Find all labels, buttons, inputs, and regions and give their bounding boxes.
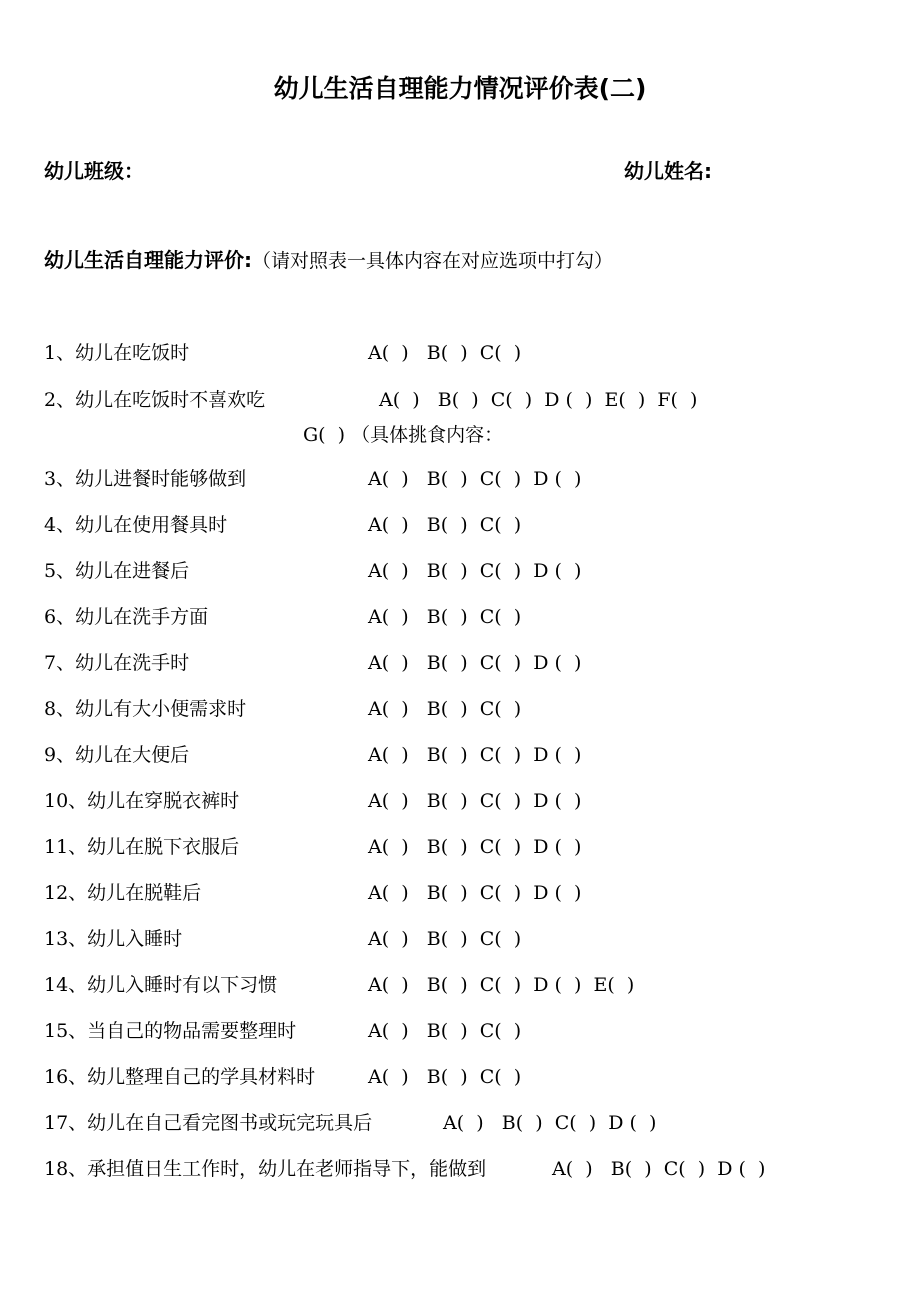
question-text: 8、幼儿有大小便需求时 — [44, 698, 247, 720]
question-row-18 — [44, 1154, 766, 1184]
question-text: 14、幼儿入睡时有以下习惯 — [44, 974, 278, 996]
question-row-16 — [44, 1062, 522, 1092]
answer-options[interactable]: A( ) B( ) C( ) D ( ) — [368, 652, 582, 674]
evaluation-heading: 幼儿生活自理能力评价: — [44, 248, 252, 272]
question-row-15 — [44, 1016, 522, 1046]
question-text: 5、幼儿在进餐后 — [44, 560, 190, 582]
answer-options[interactable]: A( ) B( ) C( ) — [368, 342, 522, 364]
question-text: 10、幼儿在穿脱衣裤时 — [44, 790, 240, 812]
answer-options[interactable]: A( ) B( ) C( ) D ( ) — [368, 836, 582, 858]
question-row-7 — [44, 648, 582, 678]
evaluation-note: （请对照表一具体内容在对应选项中打勾） — [252, 250, 614, 272]
question-row-14 — [44, 970, 635, 1000]
question-text: 4、幼儿在使用餐具时 — [44, 514, 228, 536]
evaluation-instructions — [44, 245, 613, 276]
answer-options[interactable]: A( ) B( ) C( ) D ( ) E( ) F( ) — [379, 389, 698, 411]
answer-options[interactable]: A( ) B( ) C( ) — [368, 698, 522, 720]
question-text: 7、幼儿在洗手时 — [44, 652, 190, 674]
answer-options[interactable]: A( ) B( ) C( ) D ( ) — [368, 882, 582, 904]
question-text: 1、幼儿在吃饭时 — [44, 342, 190, 364]
question-row-2 — [44, 385, 698, 415]
answer-options[interactable]: A( ) B( ) C( ) — [368, 1066, 522, 1088]
question-row-9 — [44, 740, 582, 770]
answer-options[interactable]: A( ) B( ) C( ) — [368, 1020, 522, 1042]
question-text: 9、幼儿在大便后 — [44, 744, 190, 766]
question-text: 3、幼儿进餐时能够做到 — [44, 468, 247, 490]
question-text: 12、幼儿在脱鞋后 — [44, 882, 202, 904]
answer-options[interactable]: A( ) B( ) C( ) — [368, 606, 522, 628]
question-row-4 — [44, 510, 522, 540]
question-row-17 — [44, 1108, 657, 1138]
question-row-12 — [44, 878, 582, 908]
page-title: 幼儿生活自理能力情况评价表(二) — [273, 74, 647, 103]
answer-options[interactable]: A( ) B( ) C( ) D ( ) E( ) — [368, 974, 635, 996]
question-text: 15、当自己的物品需要整理时 — [44, 1020, 297, 1042]
question-row-6 — [44, 602, 522, 632]
answer-options[interactable]: A( ) B( ) C( ) — [368, 928, 522, 950]
name-field-label: 幼儿姓名: — [624, 159, 712, 183]
question-row-5 — [44, 556, 582, 586]
answer-options-continuation[interactable]: G( ) （具体挑食内容： — [303, 424, 504, 446]
question-text: 16、幼儿整理自己的学具材料时 — [44, 1066, 316, 1088]
question-text: 18、承担值日生工作时，幼儿在老师指导下，能做到 — [44, 1158, 487, 1180]
question-text: 2、幼儿在吃饭时不喜欢吃 — [44, 389, 266, 411]
question-row-1 — [44, 338, 522, 368]
question-row-3 — [44, 464, 582, 494]
class-field-label: 幼儿班级： — [44, 159, 144, 183]
answer-options[interactable]: A( ) B( ) C( ) D ( ) — [368, 468, 582, 490]
question-text: 13、幼儿入睡时 — [44, 928, 183, 950]
answer-options[interactable]: A( ) B( ) C( ) D ( ) — [443, 1112, 657, 1134]
answer-options[interactable]: A( ) B( ) C( ) D ( ) — [552, 1158, 766, 1180]
question-text: 6、幼儿在洗手方面 — [44, 606, 209, 628]
answer-options[interactable]: A( ) B( ) C( ) D ( ) — [368, 744, 582, 766]
question-row-8 — [44, 694, 522, 724]
answer-options[interactable]: A( ) B( ) C( ) D ( ) — [368, 560, 582, 582]
question-text: 17、幼儿在自己看完图书或玩完玩具后 — [44, 1112, 373, 1134]
answer-options[interactable]: A( ) B( ) C( ) — [368, 514, 522, 536]
question-text: 11、幼儿在脱下衣服后 — [44, 836, 240, 858]
answer-options[interactable]: A( ) B( ) C( ) D ( ) — [368, 790, 582, 812]
question-row-13 — [44, 924, 522, 954]
question-row-10 — [44, 786, 582, 816]
question-row-11 — [44, 832, 582, 862]
